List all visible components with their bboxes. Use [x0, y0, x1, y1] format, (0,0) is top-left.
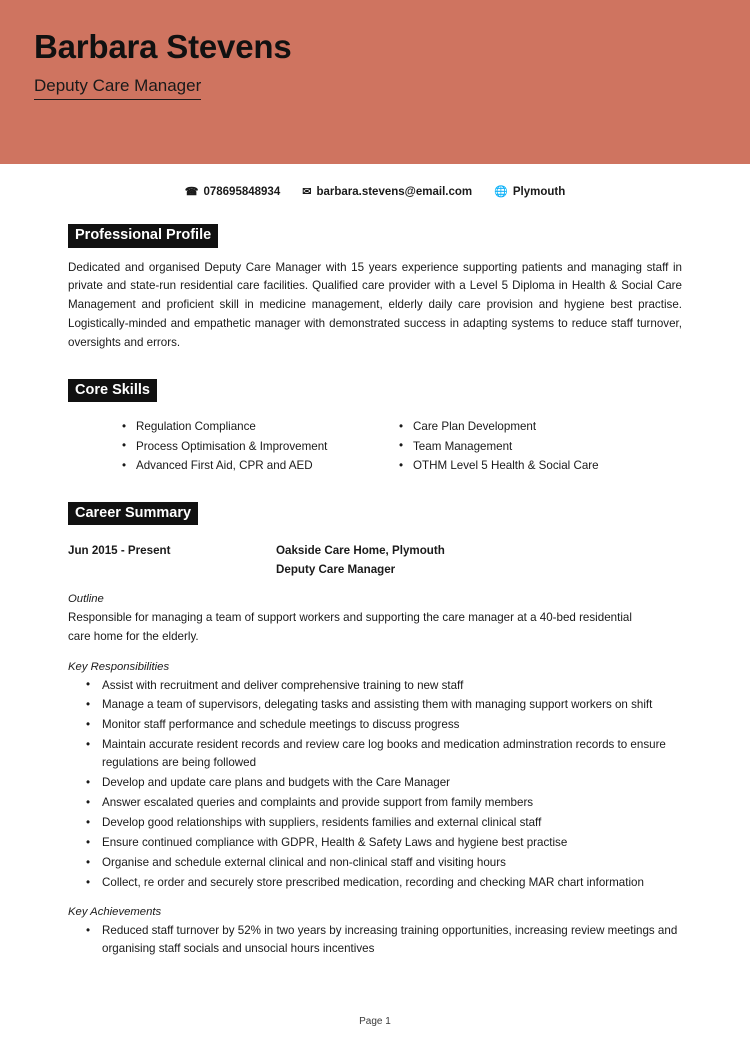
contact-row [0, 186, 750, 198]
job-dates: Jun 2015 - Present [68, 544, 171, 558]
list-item: • Monitor staff performance and schedule meetings to discuss progress [68, 716, 682, 734]
section-heading-profile: Professional Profile [68, 224, 218, 248]
list-item: • Develop and update care plans and budgets with the Care Manager [68, 774, 682, 792]
achievements-label: Key Achievements [68, 906, 162, 919]
list-item: • Answer escalated queries and complaints and provide support from family members [68, 794, 682, 812]
contact-location [494, 186, 565, 198]
job-role: Deputy Care Manager [276, 562, 396, 576]
list-item: • Organise and schedule external clinical and non-clinical staff and visiting hours [68, 854, 682, 872]
list-item: • Collect, re order and securely store prescribed medication, recording and checking MAR chart information [68, 874, 682, 892]
responsibilities-list [68, 677, 682, 893]
section-heading-core-skills: Core Skills [68, 379, 157, 403]
list-item: • Team Management [399, 437, 682, 456]
phone-icon: ☎ [184, 185, 199, 198]
globe-icon: 🌐 [494, 185, 508, 198]
achievements-list [68, 922, 682, 958]
list-item: • Maintain accurate resident records and review care log books and medication adminstration records to ensure regulations are being followed [68, 736, 682, 772]
header-band [0, 0, 750, 164]
contact-phone [185, 186, 280, 198]
resume-content [0, 198, 750, 958]
contact-email [302, 186, 472, 198]
job-entry [68, 542, 682, 958]
profile-paragraph: Dedicated and organised Deputy Care Manager with 15 years experience supporting patients and managing staff in private and state-run residential care facilities. Qualified care provider with a Level 5 Diploma in Health & Social Care Management and proficient skill in medicine management, elderly daily care provision and hygiene best practise. Logistically-minded and empathetic manager with demonstrated success in adapting systems to reduce staff turnover, oversights and errors. [68, 260, 682, 349]
list-item: • Process Optimisation & Improvement [122, 437, 375, 456]
contact-email-text: barbara.stevens@email.com [316, 186, 473, 198]
list-item: • Manage a team of supervisors, delegating tasks and assisting them with managing support workers on shift [68, 696, 682, 714]
list-item: • Regulation Compliance [122, 417, 375, 436]
list-item: • Reduced staff turnover by 52% in two years by increasing training opportunities, increasing review meetings and organising staff socials and unsocial hours incentives [68, 922, 682, 958]
list-item: • Advanced First Aid, CPR and AED [122, 456, 375, 475]
job-header [68, 542, 682, 579]
candidate-job-title: Deputy Care Manager [34, 76, 201, 100]
list-item: • Care Plan Development [399, 417, 682, 436]
core-skills-column-left [68, 417, 375, 475]
page-footer: Page 1 [359, 1016, 391, 1027]
core-skills-list-left [122, 417, 375, 475]
core-skills-list-right [399, 417, 682, 475]
candidate-name: Barbara Stevens [34, 28, 292, 65]
list-item: • Develop good relationships with suppliers, residents families and external clinical staff [68, 814, 682, 832]
list-item: • Assist with recruitment and deliver comprehensive training to new staff [68, 677, 682, 695]
list-item: • Ensure continued compliance with GDPR, Health & Safety Laws and hygiene best practise [68, 834, 682, 852]
responsibilities-label: Key Responsibilities [68, 660, 170, 673]
list-item: • OTHM Level 5 Health & Social Care [399, 456, 682, 475]
contact-location-text: Plymouth [512, 186, 566, 198]
envelope-icon: ✉ [302, 185, 312, 198]
job-company: Oakside Care Home, Plymouth [276, 544, 445, 558]
outline-label: Outline [68, 593, 104, 606]
core-skills-grid [68, 417, 682, 475]
core-skills-column-right [375, 417, 682, 475]
section-heading-career-summary: Career Summary [68, 502, 198, 526]
contact-phone-text: 078695848934 [203, 186, 281, 198]
outline-text: Responsible for managing a team of support workers and supporting the care manager at a 40-bed residential care home for the elderly. [68, 611, 632, 643]
